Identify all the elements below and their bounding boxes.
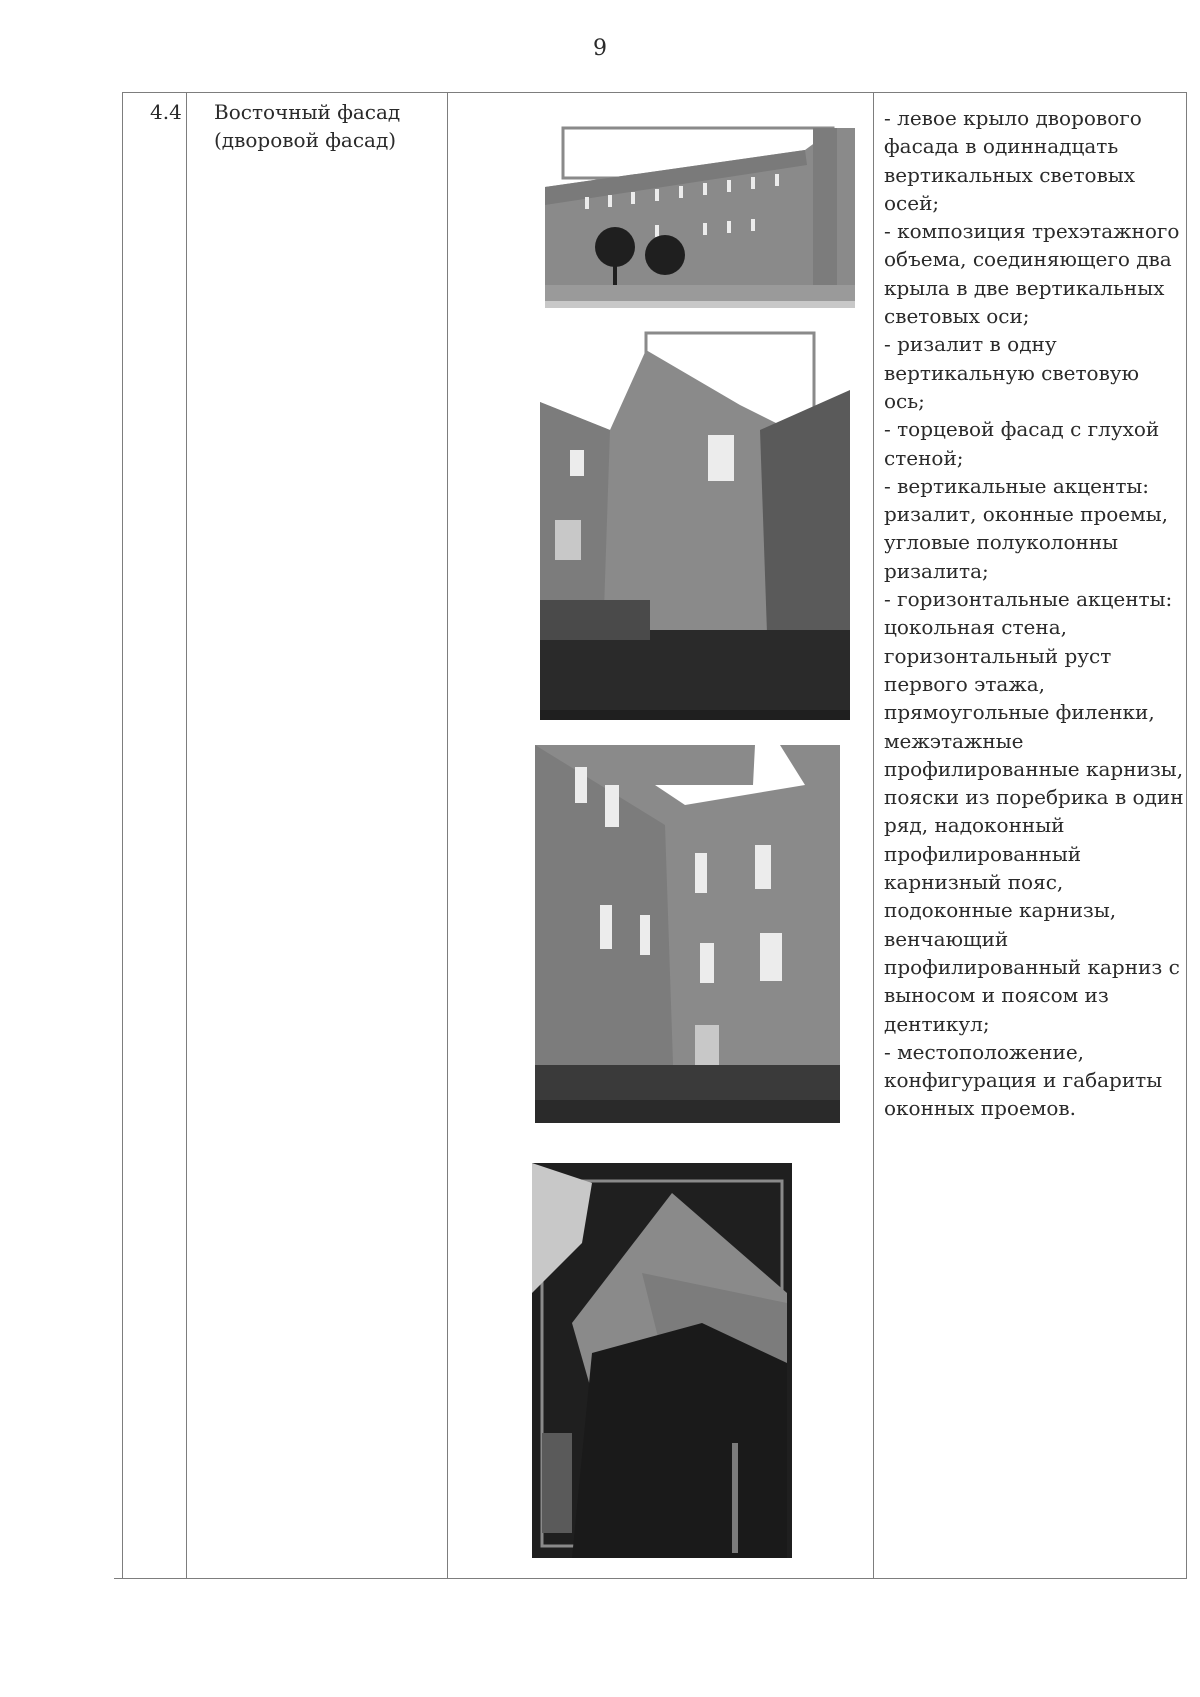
table-left-border	[122, 92, 123, 1579]
row-title-line-2: (дворовой фасад)	[214, 128, 397, 152]
feature-line: карнизный пояс,	[884, 870, 1064, 895]
feature-line: вертикальную световую	[884, 360, 1140, 385]
feature-line: - горизонтальные акценты:	[884, 587, 1173, 612]
row-title	[214, 98, 439, 154]
feature-line: угловые полуколонны	[884, 530, 1119, 555]
feature-line: объема, соединяющего два	[884, 247, 1172, 272]
feature-line: - торцевой фасад с глухой	[884, 417, 1160, 442]
row-index: 4.4	[150, 100, 182, 124]
feature-line: профилированный	[884, 841, 1082, 866]
feature-line: пояски из поребрика в один	[884, 785, 1184, 810]
feature-line: выносом и поясом из	[884, 983, 1109, 1008]
feature-list	[884, 104, 1184, 1123]
feature-line: световых оси;	[884, 304, 1030, 329]
table-right-border	[1186, 92, 1187, 1579]
feature-line: цокольная стена,	[884, 615, 1067, 640]
feature-line: конфигурация и габариты	[884, 1068, 1163, 1093]
feature-line: первого этажа,	[884, 671, 1046, 696]
row-title-line-1: Восточный фасад	[214, 100, 401, 124]
feature-line: - вертикальные акценты:	[884, 473, 1150, 498]
page-number: 9	[593, 36, 607, 61]
feature-line: подоконные карнизы,	[884, 898, 1117, 923]
photo-facade-left-wing	[545, 125, 855, 308]
feature-line: межэтажные	[884, 728, 1024, 753]
feature-line: - ризалит в одну	[884, 332, 1057, 357]
feature-line: оконных проемов.	[884, 1096, 1077, 1121]
feature-line: ось;	[884, 388, 925, 413]
column-divider-1	[186, 92, 187, 1579]
column-divider-2	[447, 92, 448, 1579]
table-top-border	[123, 92, 1186, 93]
feature-line: горизонтальный руст	[884, 643, 1112, 668]
feature-line: стеной;	[884, 445, 964, 470]
feature-line: вертикальных световых	[884, 162, 1136, 187]
photo-inner-corner	[535, 745, 840, 1123]
feature-line: фасада в одиннадцать	[884, 134, 1119, 159]
feature-line: осей;	[884, 190, 940, 215]
feature-line: профилированные карнизы,	[884, 756, 1184, 781]
feature-line: ризалита;	[884, 558, 989, 583]
feature-line: - композиция трехэтажного	[884, 219, 1180, 244]
feature-line: ризалит, оконные проемы,	[884, 502, 1168, 527]
feature-line: профилированный карниз с	[884, 954, 1180, 979]
feature-line: - местоположение,	[884, 1039, 1085, 1064]
photo-risalit	[540, 330, 850, 720]
feature-line: ряд, надоконный	[884, 813, 1065, 838]
photo-end-facade	[532, 1163, 792, 1558]
feature-line: прямоугольные филенки,	[884, 700, 1155, 725]
feature-line: - левое крыло дворового	[884, 106, 1142, 130]
table-bottom-border	[114, 1578, 1186, 1579]
feature-line: дентикул;	[884, 1011, 990, 1036]
feature-line: венчающий	[884, 926, 1009, 951]
column-divider-3	[873, 92, 874, 1579]
feature-line: крыла в две вертикальных	[884, 275, 1165, 300]
